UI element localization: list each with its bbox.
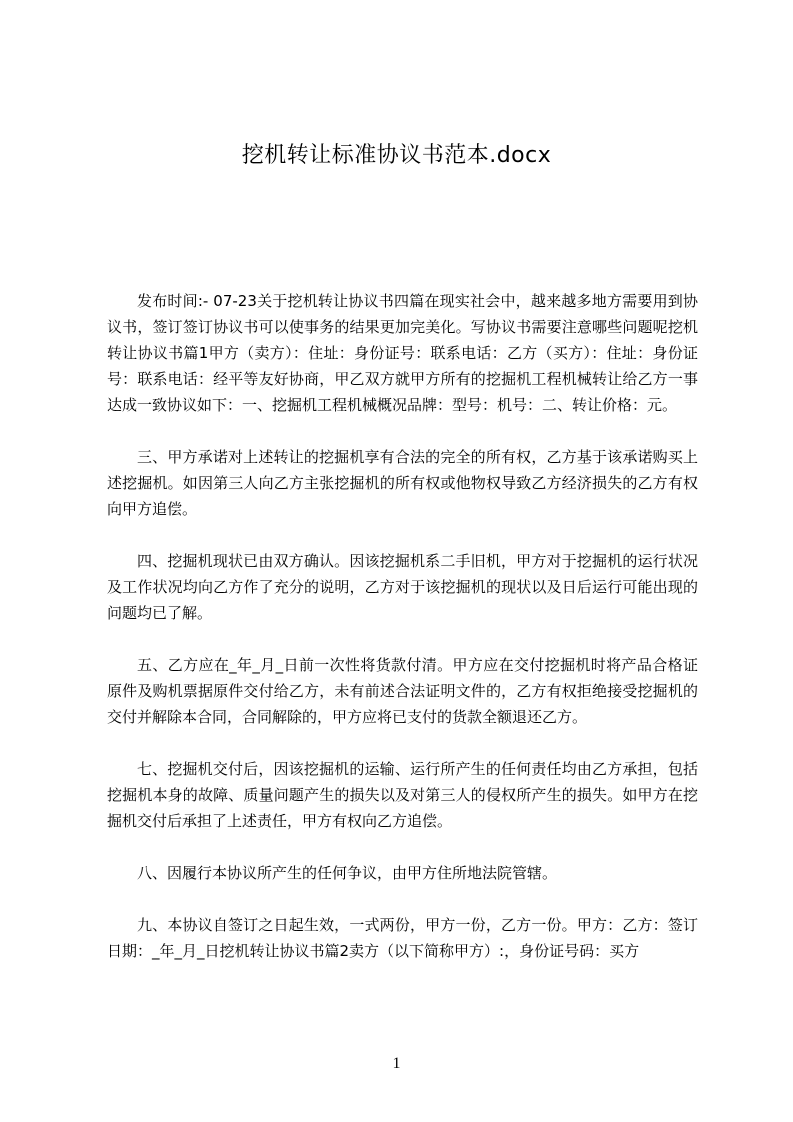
paragraph-clause-5: 五、乙方应在_年_月_日前一次性将货款付清。甲方应在交付挖掘机时将产品合格证原件及购机票据原件交付给乙方，未有前述合法证明文件的，乙方有权拒绝接受挖掘机的交付并解除本合同，合同解除的，甲方应将已支付的货款全额退还乙方。: [107, 656, 698, 726]
paragraph-intro: 发布时间:- 07-23关于挖机转让协议书四篇在现实社会中，越来越多地方需要用到协议书，签订签订协议书可以使事务的结果更加完美化。写协议书需要注意哪些问题呢挖机转让协议书篇1甲方（卖方）：住址：身份证号：联系电话：乙方（买方）：住址：身份证号：联系电话：经平等友好协商，甲乙双方就甲方所有的挖掘机工程机械转让给乙方一事达成一致协议如下：一、挖掘机工程机械概况品牌：型号：机号：二、转让价格：元。: [107, 292, 698, 414]
page-number: 1: [392, 1055, 401, 1072]
paragraph-clause-3: 三、甲方承诺对上述转让的挖掘机享有合法的完全的所有权，乙方基于该承诺购买上述挖掘机。如因第三人向乙方主张挖掘机的所有权或他物权导致乙方经济损失的乙方有权向甲方追偿。: [107, 448, 698, 518]
document-body: [107, 288, 698, 964]
paragraph-clause-7: 七、挖掘机交付后，因该挖掘机的运输、运行所产生的任何责任均由乙方承担，包括挖掘机本身的故障、质量问题产生的损失以及对第三人的侵权所产生的损失。如甲方在挖掘机交付后承担了上述责任，甲方有权向乙方追偿。: [107, 760, 698, 830]
paragraph-clause-9: 九、本协议自签订之日起生效，一式两份，甲方一份，乙方一份。甲方：乙方：签订日期：_年_月_日挖机转让协议书篇2卖方（以下简称甲方）:，身份证号码：买方: [107, 916, 698, 960]
paragraph-clause-8: 八、因履行本协议所产生的任何争议，由甲方住所地法院管辖。: [137, 864, 558, 882]
document-title: 挖机转让标准协议书范本.docx: [241, 143, 552, 168]
paragraph-clause-4: 四、挖掘机现状已由双方确认。因该挖掘机系二手旧机，甲方对于挖掘机的运行状况及工作状况均向乙方作了充分的说明，乙方对于该挖掘机的现状以及日后运行可能出现的问题均已了解。: [107, 552, 698, 622]
